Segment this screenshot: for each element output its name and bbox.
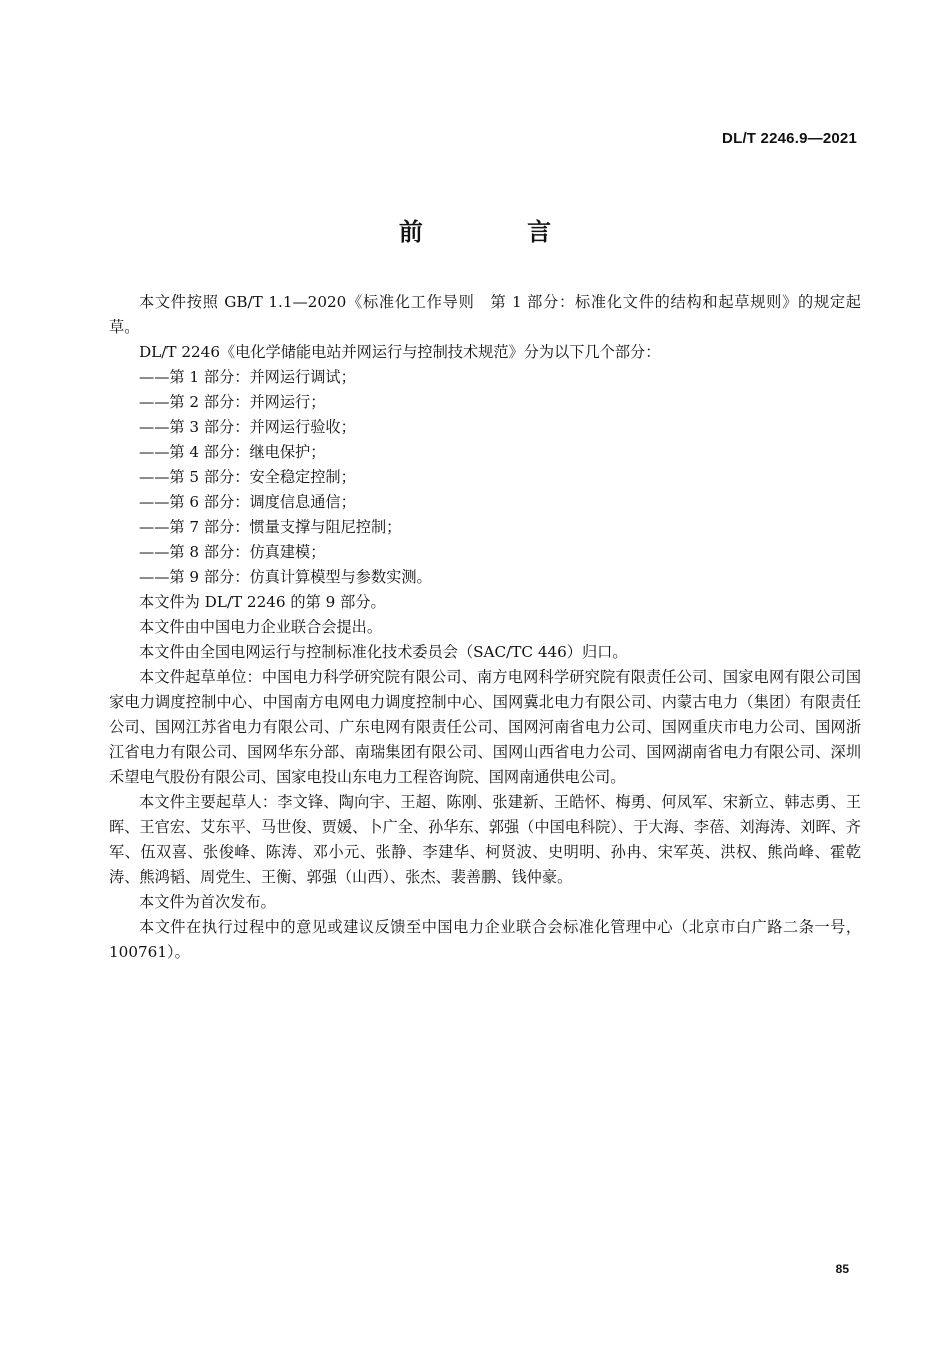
document-code: DL/T 2246.9—2021	[722, 130, 857, 147]
list-item: ——第 9 部分：仿真计算模型与参数实测。	[139, 568, 432, 586]
list-item: ——第 5 部分：安全稳定控制；	[139, 468, 356, 486]
paragraph-drafting-rules: 本文件按照 GB/T 1.1—2020《标准化工作导则 第 1 部分：标准化文件的结构和起草规则》的规定起草。	[109, 293, 861, 336]
paragraph-centralized-by: 本文件由全国电网运行与控制标准化技术委员会（SAC/TC 446）归口。	[139, 643, 628, 661]
list-item: ——第 6 部分：调度信息通信；	[139, 493, 356, 511]
paragraph-part-number: 本文件为 DL/T 2246 的第 9 部分。	[139, 593, 386, 611]
list-item: ——第 8 部分：仿真建模；	[139, 543, 326, 561]
paragraph-drafting-units: 本文件起草单位：中国电力科学研究院有限公司、南方电网科学研究院有限责任公司、国家电网有限公司国家电力调度控制中心、中国南方电网电力调度控制中心、国网冀北电力有限公司、内蒙古电力（集团）有限责任公司、国网江苏省电力有限公司、广东电网有限责任公司、国网河南省电力公司、国网重庆市电力公司、国网浙江省电力有限公司、国网华东分部、南瑞集团有限公司、国网山西省电力公司、国网湖南省电力有限公司、深圳禾望电气股份有限公司、国家电投山东电力工程咨询院、国网南通供电公司。	[109, 668, 861, 786]
list-item: ——第 1 部分：并网运行调试；	[139, 368, 356, 386]
list-item: ——第 3 部分：并网运行验收；	[139, 418, 356, 436]
list-item: ——第 7 部分：惯量支撑与阻尼控制；	[139, 518, 402, 536]
document-body	[109, 290, 861, 965]
paragraph-first-release: 本文件为首次发布。	[139, 893, 276, 911]
paragraph-parts-intro: DL/T 2246《电化学储能电站并网运行与控制技术规范》分为以下几个部分：	[139, 343, 661, 361]
page-title: 前 言	[398, 218, 600, 246]
paragraph-drafters: 本文件主要起草人：李文锋、陶向宇、王超、陈刚、张建新、王皓怀、梅勇、何凤军、宋新立、韩志勇、王晖、王官宏、艾东平、马世俊、贾媛、卜广全、孙华东、郭强（中国电科院）、于大海、李蓓、刘海涛、刘晖、齐军、伍双喜、张俊峰、陈涛、邓小元、张静、李建华、柯贤波、史明明、孙冉、宋军英、洪权、熊尚峰、霍乾涛、熊鸿韬、周党生、王衡、郭强（山西）、张杰、裴善鹏、钱仲豪。	[109, 793, 861, 886]
list-item: ——第 2 部分：并网运行；	[139, 393, 326, 411]
page-number: 85	[835, 1262, 849, 1276]
list-item: ——第 4 部分：继电保护；	[139, 443, 326, 461]
paragraph-feedback: 本文件在执行过程中的意见或建议反馈至中国电力企业联合会标准化管理中心（北京市白广路二条一号，100761）。	[109, 918, 861, 961]
paragraph-proposed-by: 本文件由中国电力企业联合会提出。	[139, 618, 382, 636]
